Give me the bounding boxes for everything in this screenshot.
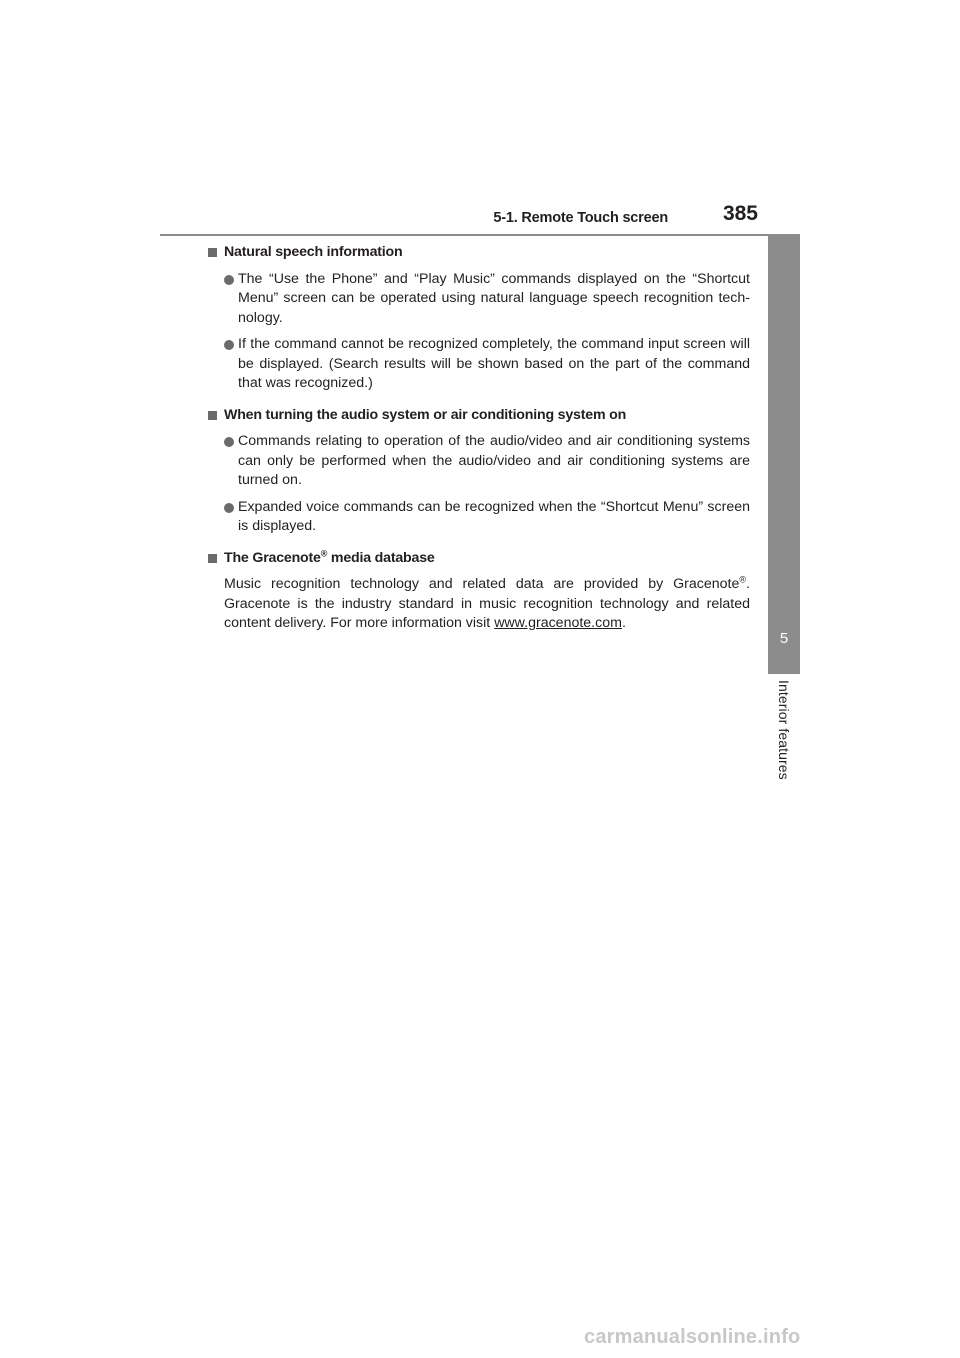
- circle-bullet-icon: [224, 340, 234, 350]
- circle-bullet-icon: [224, 275, 234, 285]
- circle-bullet-icon: [224, 503, 234, 513]
- bullet-item: [208, 498, 750, 537]
- chapter-tab-number: 5: [779, 630, 789, 647]
- bullet-item: [208, 335, 750, 394]
- bullet-text: Commands relating to operation of the audio/video and air conditioning systems can only be performed when the audio/video and air conditioning systems are turned on.: [238, 433, 750, 488]
- bullet-text: Expanded voice commands can be recognized when the “Shortcut Menu” screen is displayed.: [238, 498, 750, 534]
- registered-mark: ®: [739, 574, 747, 585]
- bullet-text: If the command cannot be recognized completely, the command input screen will be displayed. (Search results will be shown based on the part of the command that was recognized.): [238, 336, 750, 391]
- square-bullet-icon: [208, 411, 217, 420]
- paragraph-text: Music recognition technology and related data are provided by Gracenote: [224, 576, 740, 592]
- circle-bullet-icon: [224, 437, 234, 447]
- page-content: [208, 243, 750, 641]
- gracenote-link[interactable]: www.gracenote.com: [494, 615, 622, 631]
- section-title: 5-1. Remote Touch screen: [493, 210, 668, 226]
- heading-text: Natural speech information: [224, 244, 403, 260]
- page-header: [160, 200, 800, 236]
- heading-gracenote: [208, 549, 750, 569]
- heading-audio-air-conditioning: [208, 406, 750, 426]
- bullet-item: [208, 270, 750, 329]
- heading-text-prefix: The Gracenote: [224, 549, 321, 566]
- gracenote-paragraph: [208, 575, 750, 634]
- heading-natural-speech: [208, 243, 750, 263]
- heading-text-suffix: media database: [327, 549, 435, 566]
- square-bullet-icon: [208, 248, 217, 257]
- chapter-label: Interior features: [776, 680, 792, 780]
- registered-mark: ®: [320, 547, 328, 558]
- page-number: 385: [722, 202, 758, 225]
- paragraph-text: .: [621, 615, 626, 631]
- paragraph-text: . Gracenote is the industry standard in music recognition technology and related content delivery. For more information visit: [224, 576, 750, 631]
- bullet-text: The “Use the Phone” and “Play Music” commands displayed on the “Shortcut Menu” screen can be operated using natural language speech recognition tech-nology.: [238, 270, 750, 326]
- footer-watermark: carmanualsonline.info: [584, 1326, 801, 1348]
- bullet-item: [208, 432, 750, 491]
- heading-text: When turning the audio system or air conditioning system on: [224, 406, 627, 423]
- square-bullet-icon: [208, 554, 217, 563]
- chapter-tab: [768, 234, 800, 674]
